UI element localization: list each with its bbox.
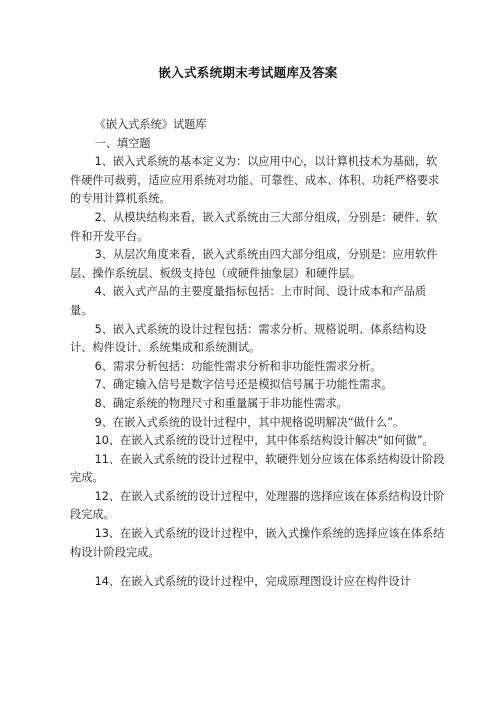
- question-paragraph: 11、在嵌入式系统的设计过程中，软硬件划分应该在体系结构设计阶段完成。: [70, 452, 445, 485]
- question-paragraph: 10、在嵌入式系统的设计过程中，其中体系结构设计解决“如何做”。: [94, 434, 434, 448]
- document-body: [70, 116, 445, 592]
- question-paragraph: 1、嵌入式系统的基本定义为：以应用中心，以计算机技术为基础，软件硬件可裁剪，适应应用系统对功能、可靠性、成本、体积、功耗严格要求的专用计算机系统。: [70, 155, 440, 206]
- document-title: 嵌入式系统期末考试题库及答案: [158, 65, 338, 80]
- section-heading-fill-in: 一、填空题: [94, 136, 151, 150]
- question-paragraph: 3、从层次角度来看，嵌入式系统由四大部分组成，分别是：应用软件层、操作系统层、板级支持包（或硬件抽象层）和硬件层。: [70, 248, 438, 280]
- question-paragraph: 7、确定输入信号是数字信号还是模拟信号属于功能性需求。: [94, 378, 393, 392]
- question-paragraph: 14、在嵌入式系统的设计过程中，完成原理图设计应在构件设计: [94, 575, 411, 589]
- question-paragraph: 5、嵌入式系统的设计过程包括：需求分析、规格说明、体系结构设计、构件设计、系统集成和系统测试。: [70, 322, 427, 355]
- question-paragraph: 2、从模块结构来看，嵌入式系统由三大部分组成，分别是：硬件、软件和开发平台。: [70, 210, 438, 243]
- question-paragraph: 9、在嵌入式系统的设计过程中，其中规格说明解决“做什么”。: [94, 415, 405, 429]
- question-paragraph: 13、在嵌入式系统的设计过程中，嵌入式操作系统的选择应该在体系结构设计阶段完成。: [70, 527, 445, 559]
- question-paragraph: 12、在嵌入式系统的设计过程中，处理器的选择应该在体系结构设计阶段完成。: [70, 489, 445, 522]
- question-paragraph: 8、确定系统的物理尺寸和重量属于非功能性需求。: [94, 396, 348, 410]
- question-paragraph: 6、需求分析包括：功能性需求分析和非功能性需求分析。: [94, 359, 382, 373]
- question-bank-heading: 《嵌入式系统》试题库: [94, 118, 207, 131]
- question-paragraph: 4、嵌入式产品的主要度量指标包括：上市时间、设计成本和产品质量。: [70, 285, 427, 317]
